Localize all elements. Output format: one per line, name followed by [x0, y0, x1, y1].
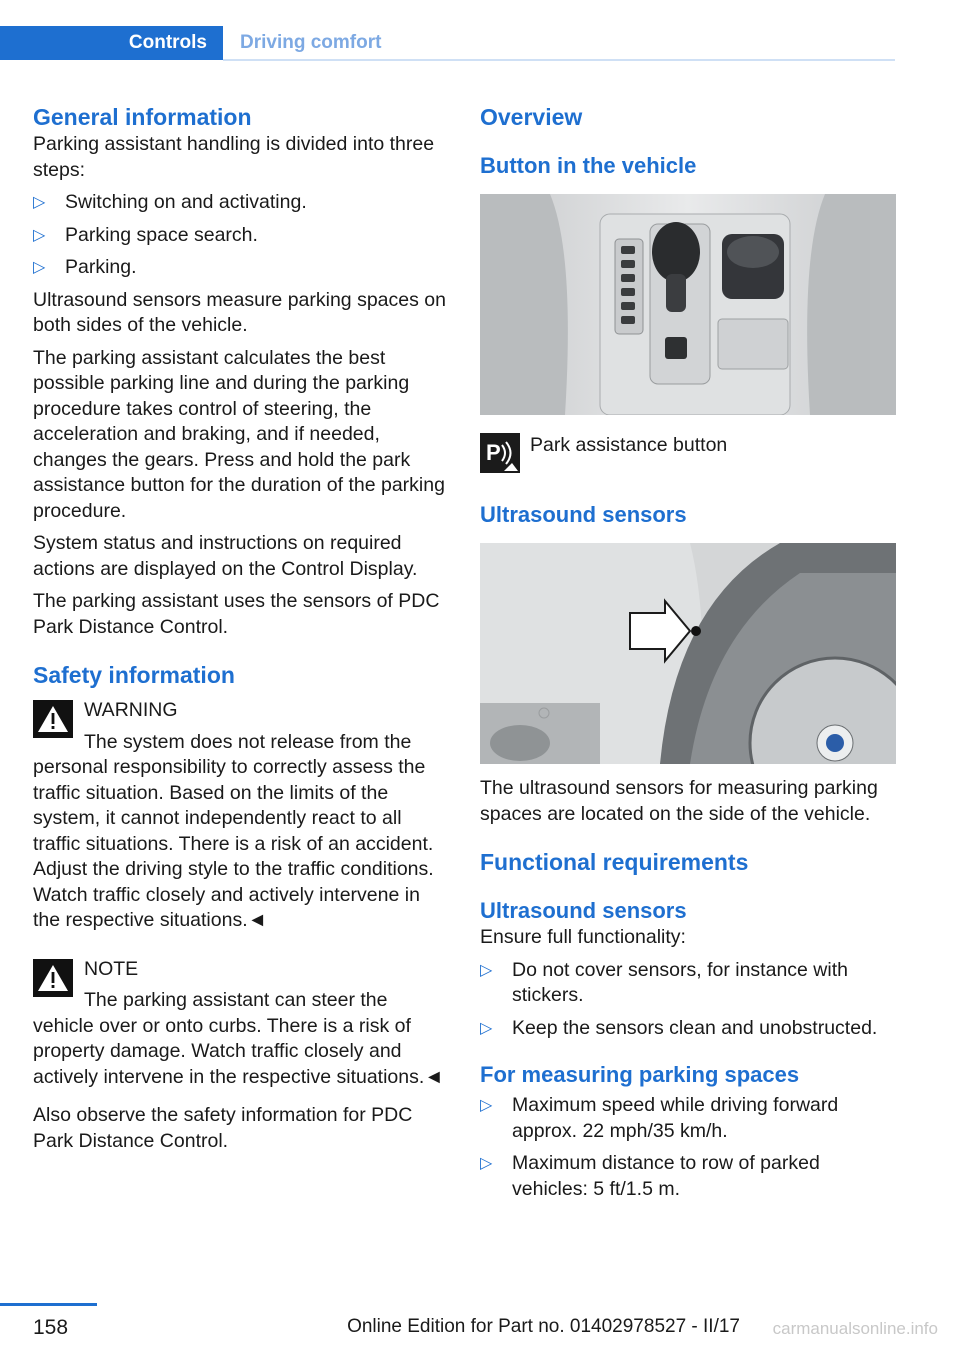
also-observe-paragraph: Also observe the safety information for PDC Park Distance Control.: [33, 1104, 413, 1152]
button-in-vehicle-heading: Button in the vehicle: [480, 153, 697, 178]
intro-text: Parking assistant handling is divided into three steps:: [33, 133, 435, 181]
list-item: ▷ Maximum speed while driving forward approx. 22 mph/35 km/h.: [480, 1093, 896, 1144]
edition-text: Online Edition for Part no. 01402978527 - II/17: [347, 1316, 740, 1337]
park-assist-icon: [480, 433, 520, 473]
svg-text:P: P: [486, 440, 501, 465]
ultrasound-sensor-image: [480, 543, 896, 764]
ultrasound-sensors-heading: Ultrasound sensors: [480, 502, 687, 527]
calculation-paragraph: The parking assistant calculates the best possible parking line and during the parking procedure takes control of steering, the acceleration and braking, and if needed, changes the gears. Press and hold the park assistance button for the duration of the parking procedure.: [33, 346, 445, 522]
measuring-parking-spaces-heading: For measuring parking spaces: [480, 1062, 800, 1087]
overview-heading: Overview: [480, 104, 583, 130]
warning-triangle-icon: [33, 700, 73, 738]
center-console-image: [480, 194, 896, 415]
note-label: NOTE: [84, 957, 139, 980]
list-item: ▷ Do not cover sensors, for instance with stickers.: [480, 958, 896, 1009]
note-block: [33, 957, 451, 1091]
measuring-requirements-list: [480, 1093, 896, 1202]
watermark: carmanualsonline.info: [772, 1319, 938, 1338]
sensor-location-illustration: [480, 543, 896, 764]
list-item: ▷ Keep the sensors clean and unobstructed.: [480, 1016, 896, 1042]
functional-requirements-heading: Functional requirements: [480, 849, 749, 875]
steps-list: [33, 190, 451, 281]
tab-driving-comfort[interactable]: Driving comfort: [240, 32, 382, 53]
center-console-illustration: [480, 194, 896, 415]
chapter-tabs: [0, 26, 895, 62]
list-item: ▷ Parking.: [33, 255, 451, 281]
sensor-requirements-list: [480, 958, 896, 1042]
sensors-caption: The ultrasound sensors for measuring parking spaces are located on the side of the vehicle.: [480, 777, 878, 825]
note-text: The parking assistant can steer the vehicle over or onto curbs. There is a risk of property damage. Watch traffic closely and actively intervene in the respective situations.◄: [33, 989, 444, 1088]
safety-information-heading: Safety information: [33, 662, 235, 688]
pdc-paragraph: The parking assistant uses the sensors of PDC Park Distance Control.: [33, 590, 440, 638]
functional-ultrasound-heading: Ultrasound sensors: [480, 898, 687, 923]
list-item: ▷ Parking space search.: [33, 223, 451, 249]
ensure-functionality-text: Ensure full functionality:: [480, 926, 686, 948]
footer-rule: [0, 1303, 97, 1306]
tab-controls[interactable]: Controls: [0, 26, 223, 60]
warning-text: The system does not release from the personal responsibility to correctly assess the traffic situation. Based on the limits of the system, it cannot independently react to all traffic situations. There is a risk of an accident. Adjust the driving style to the traffic conditions. Watch traffic closely and actively intervene in the respective situations.◄: [33, 730, 434, 931]
header-divider: [223, 59, 895, 61]
park-assistance-caption: Park assistance button: [530, 434, 728, 456]
note-triangle-icon: [33, 959, 73, 997]
right-column: [480, 100, 896, 1202]
general-information-heading: General information: [33, 104, 252, 130]
sensors-paragraph: Ultrasound sensors measure parking spaces on both sides of the vehicle.: [33, 288, 446, 336]
status-paragraph: System status and instructions on required actions are displayed on the Control Display.: [33, 532, 418, 580]
list-item: ▷ Maximum distance to row of parked vehicles: 5 ft/1.5 m.: [480, 1151, 896, 1202]
park-assistance-button-row: [480, 433, 896, 477]
page-number: 158: [33, 1316, 69, 1339]
warning-block: [33, 698, 451, 934]
left-column: [33, 100, 451, 1154]
warning-label: WARNING: [84, 699, 178, 721]
list-item: ▷ Switching on and activating.: [33, 190, 451, 216]
